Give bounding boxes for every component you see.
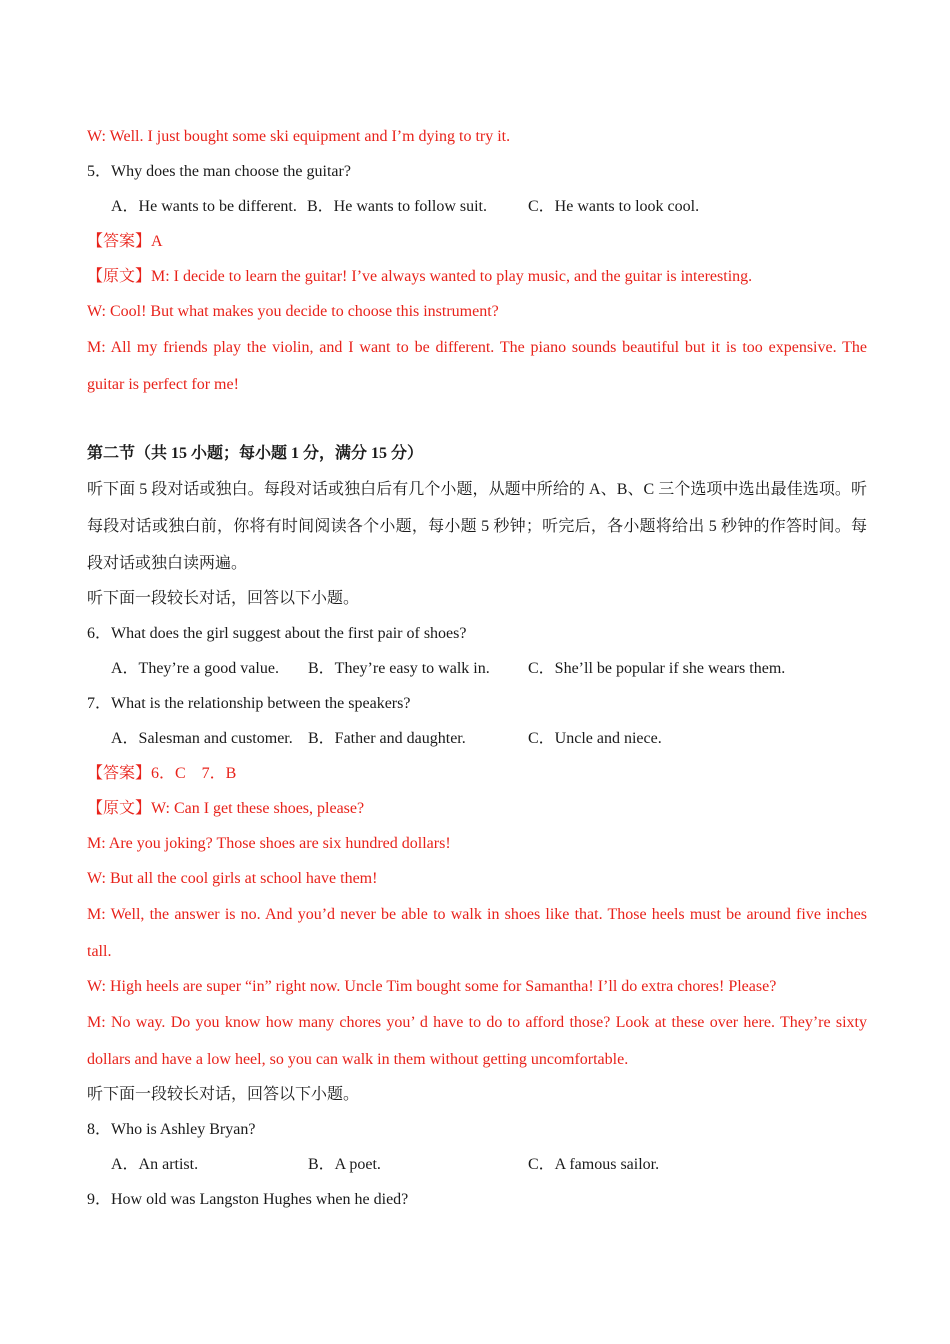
document-page: [87, 126, 867, 1224]
option-b: B．He wants to follow suit.: [307, 198, 487, 215]
option-c: C．He wants to look cool.: [528, 198, 700, 215]
option-b: B．Father and daughter.: [308, 730, 466, 747]
question-9: 9．How old was Langston Hughes when he died?: [87, 1191, 409, 1208]
option-c: C．A famous sailor.: [528, 1156, 660, 1173]
transcript-line: M: No way. Do you know how many chores you’ d have to do to afford those? Look at these over here. They’re sixty dollars and have a low heel, so you can walk in them without getting uncomfortable.: [87, 1014, 867, 1068]
option-a: A．He wants to be different.: [111, 198, 297, 215]
transcript-line: 【原文】W: Can I get these shoes, please?: [87, 800, 365, 817]
option-b: B．They’re easy to walk in.: [308, 660, 490, 677]
section-instructions: 听下面 5 段对话或独白。每段对话或独白后有几个小题，从题中所给的 A、B、C 三个选项中选出最佳选项。听每段对话或独白前，你将有时间阅读各个小题，每小题 5 秒钟；听完后，各小题将给出 5 秒钟的作答时间。每段对话或独白读两遍。: [87, 481, 867, 572]
option-c: C．Uncle and niece.: [528, 730, 662, 747]
option-a: A．Salesman and customer.: [111, 730, 293, 747]
option-b: B．A poet.: [308, 1156, 381, 1173]
dialogue-intro: 听下面一段较长对话，回答以下小题。: [87, 590, 360, 607]
options-7: [87, 728, 867, 750]
options-5: [87, 196, 867, 218]
answer-5: 【答案】A: [87, 233, 163, 250]
option-a: A．An artist.: [111, 1156, 199, 1173]
transcript-line: M: All my friends play the violin, and I want to be different. The piano sounds beautiful but it is too expensive. The guitar is perfect for me!: [87, 339, 867, 393]
spacer: [87, 409, 867, 443]
question-5: 5．Why does the man choose the guitar?: [87, 163, 351, 180]
options-8: [87, 1154, 867, 1176]
transcript-line: W: Cool! But what makes you decide to choose this instrument?: [87, 303, 499, 320]
question-8: 8．Who is Ashley Bryan?: [87, 1121, 256, 1138]
transcript-line: M: Are you joking? Those shoes are six hundred dollars!: [87, 835, 451, 852]
transcript-line: 【原文】M: I decide to learn the guitar! I’ve always wanted to play music, and the guitar is interesting.: [87, 268, 753, 285]
option-a: A．They’re a good value.: [111, 660, 279, 677]
question-6: 6．What does the girl suggest about the first pair of shoes?: [87, 625, 467, 642]
options-6: [87, 658, 867, 680]
question-7: 7．What is the relationship between the speakers?: [87, 695, 411, 712]
transcript-line: W: High heels are super “in” right now. Uncle Tim bought some for Samantha! I’ll do extra chores! Please?: [87, 978, 777, 995]
transcript-line: M: Well, the answer is no. And you’d never be able to walk in shoes like that. Those heels must be around five inches tall.: [87, 906, 867, 960]
section-heading: 第二节（共 15 小题；每小题 1 分，满分 15 分）: [87, 445, 424, 462]
answer-6-7: 【答案】6．C 7．B: [87, 765, 237, 782]
dialogue-intro: 听下面一段较长对话，回答以下小题。: [87, 1086, 360, 1103]
option-c: C．She’ll be popular if she wears them.: [528, 660, 786, 677]
dialogue-line: W: Well. I just bought some ski equipment and I’m dying to try it.: [87, 128, 511, 145]
transcript-line: W: But all the cool girls at school have them!: [87, 870, 378, 887]
